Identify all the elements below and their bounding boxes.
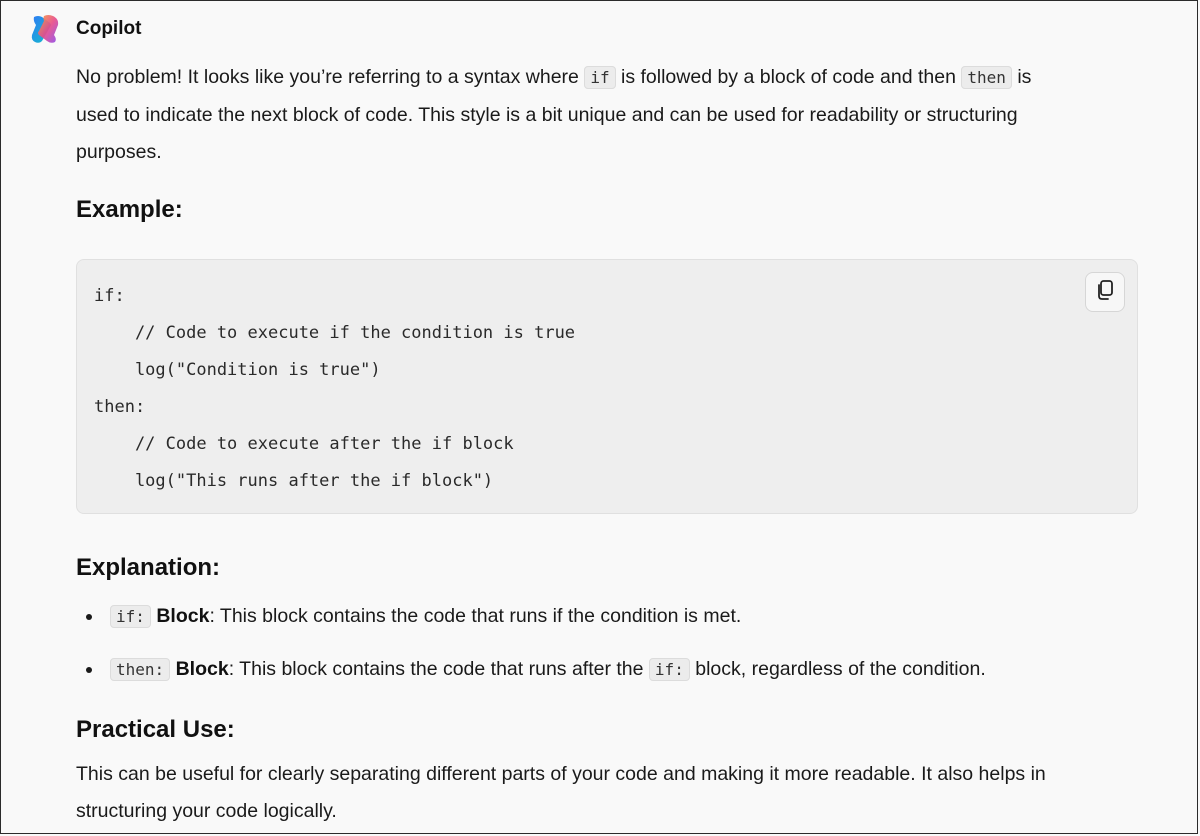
code-line: log("This runs after the if block") — [94, 471, 494, 491]
inline-code: then: — [110, 658, 170, 681]
list-item-text: : This block contains the code that runs after the — [228, 658, 644, 680]
bullet-dot — [86, 667, 92, 673]
inline-code: if: — [649, 658, 690, 681]
copilot-logo-icon — [28, 13, 62, 45]
list-item-text: : This block contains the code that runs if the condition is met. — [209, 605, 742, 627]
list-item — [86, 605, 741, 628]
copy-icon — [1095, 279, 1115, 306]
list-item — [86, 658, 986, 681]
intro-text: is — [1017, 66, 1032, 88]
message-header — [28, 13, 141, 45]
bold-label: Block — [156, 605, 210, 627]
code-line: // Code to execute after the if block — [94, 434, 514, 454]
example-heading: Example: — [76, 196, 183, 223]
inline-code: if: — [110, 605, 151, 628]
copy-code-button[interactable] — [1085, 272, 1125, 312]
bold-label: Block — [175, 658, 229, 680]
bullet-dot — [86, 614, 92, 620]
intro-line-1 — [76, 59, 1031, 97]
intro-text: is followed by a block of code and then — [621, 66, 956, 88]
code-line: log("Condition is true") — [94, 360, 381, 380]
code-block — [76, 259, 1138, 514]
code-line: then: — [94, 397, 146, 417]
sender-name: Copilot — [76, 18, 142, 39]
code-line: // Code to execute if the condition is true — [94, 323, 576, 343]
intro-line-2: used to indicate the next block of code. This style is a bit unique and can be used for readability or structuring — [76, 104, 1018, 126]
inline-code-then: then — [961, 66, 1012, 89]
explanation-heading: Explanation: — [76, 554, 221, 581]
list-item-text: block, regardless of the condition. — [695, 658, 986, 680]
practical-line-2: structuring your code logically. — [76, 800, 337, 822]
code-line: if: — [94, 286, 125, 306]
intro-text: No problem! It looks like you’re referring to a syntax where — [76, 66, 579, 88]
inline-code-if: if — [584, 66, 615, 89]
practical-line-1: This can be useful for clearly separating different parts of your code and making it more readable. It also helps in — [76, 763, 1046, 785]
practical-heading: Practical Use: — [76, 716, 235, 743]
intro-line-3: purposes. — [76, 141, 162, 163]
